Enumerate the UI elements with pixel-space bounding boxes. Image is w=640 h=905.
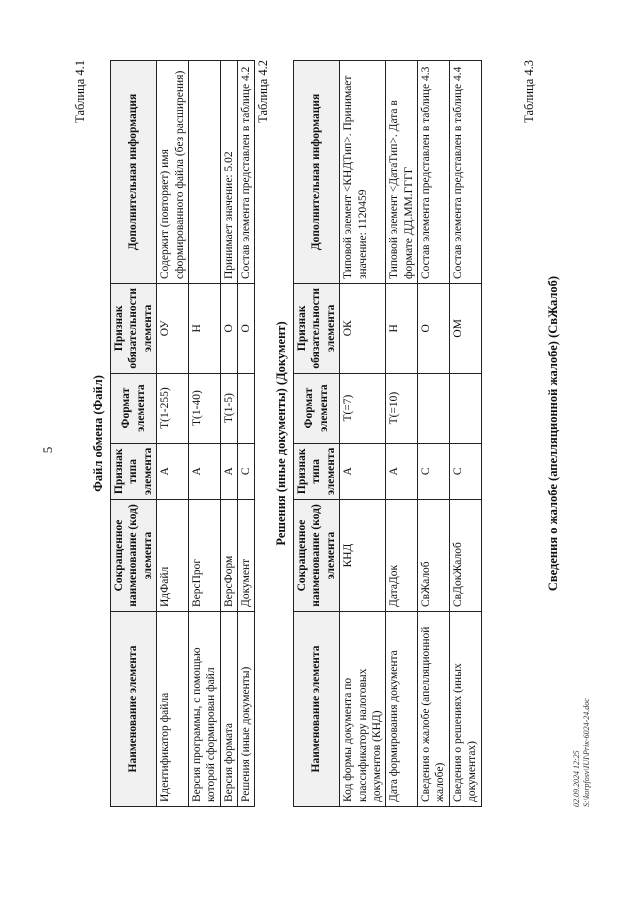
cell-name: Сведения о решениях (иных документах) [449,612,481,807]
cell-info: Типовой элемент <КНДТип>. Принимает значение: 1120459 [340,61,386,284]
cell-required: О [418,284,450,374]
header-type: Признак типа элемента [111,443,157,499]
cell-info: Состав элемента представлен в таблице 4.2 [238,61,255,284]
cell-code: ИдФайл [157,500,189,612]
table-4-1-caption: Таблица 4.1 [73,60,87,123]
cell-format: T(1-5) [220,373,237,443]
header-required: Признак обязательности элемента [111,284,157,374]
cell-name: Дата формирования документа [386,612,418,807]
header-code: Сокращенное наименование (код) элемента [294,500,340,612]
table-row [386,61,418,807]
table-header-row [111,61,157,807]
header-info: Дополнительная информация [111,61,157,284]
cell-code: КНД [340,500,386,612]
table-row [418,61,450,807]
table-4-2 [293,60,482,807]
header-format: Формат элемента [294,373,340,443]
table-row [157,61,189,807]
cell-name: Код формы документа по классификатору налоговых документов (КНД) [340,612,386,807]
cell-type: А [188,443,220,499]
page-number: 5 [40,446,55,454]
cell-info: Содержит (повторяет) имя сформированного файла (без расширения) [157,61,189,284]
table-4-2-caption: Таблица 4.2 [256,60,270,123]
cell-format: T(=7) [340,373,386,443]
header-code: Сокращенное наименование (код) элемента [111,500,157,612]
cell-required: ОМ [449,284,481,374]
header-name: Наименование элемента [294,612,340,807]
file-footer [572,698,591,807]
table-4-1-title: Файл обмена (Файл) [91,375,105,492]
cell-format: T(=10) [386,373,418,443]
table-row [220,61,237,807]
cell-name: Сведения о жалобе (апелляционной жалобе) [418,612,450,807]
header-type: Признак типа элемента [294,443,340,499]
cell-required: О [220,284,237,374]
table-4-1 [110,60,255,807]
cell-type: А [220,443,237,499]
table-4-3-title: Сведения о жалобе (апелляционной жалобе) (СвЖалоб) [546,275,560,592]
cell-type: А [386,443,418,499]
cell-required: О [238,284,255,374]
cell-name: Решения (иные документы) [238,612,255,807]
footer-path: S:\korpfosv\IUI\Priк-6024-24.doc [581,698,591,807]
cell-name: Версия программы, с помощью которой сформирован файл [188,612,220,807]
cell-format [238,373,255,443]
table-row [340,61,386,807]
table-row [238,61,255,807]
cell-type: С [238,443,255,499]
cell-type: С [449,443,481,499]
cell-type: С [418,443,450,499]
cell-required: ОУ [157,284,189,374]
cell-format: T(1-255) [157,373,189,443]
table-4-2-title: Решения (иные документы) (Документ) [274,321,288,546]
footer-date: 02.09.2024 12:25 [572,750,581,807]
cell-name: Версия формата [220,612,237,807]
cell-required: Н [386,284,418,374]
table-4-3-caption: Таблица 4.3 [522,60,536,123]
cell-type: А [340,443,386,499]
cell-type: А [157,443,189,499]
header-info: Дополнительная информация [294,61,340,284]
cell-code: ВерсФорм [220,500,237,612]
table-row [188,61,220,807]
cell-required: ОК [340,284,386,374]
header-name: Наименование элемента [111,612,157,807]
cell-info: Принимает значение: 5.02 [220,61,237,284]
cell-code: Документ [238,500,255,612]
cell-code: СвЖалоб [418,500,450,612]
table-header-row [294,61,340,807]
cell-info: Типовой элемент <ДатаТип>. Дата в формате ДД.ММ.ГГГГ [386,61,418,284]
cell-name: Идентификатор файла [157,612,189,807]
cell-info [188,61,220,284]
cell-format [418,373,450,443]
cell-code: ВерсПрог [188,500,220,612]
cell-info: Состав элемента представлен в таблице 4.4 [449,61,481,284]
cell-code: ДатаДок [386,500,418,612]
cell-code: СвДокЖалоб [449,500,481,612]
cell-format [449,373,481,443]
cell-required: Н [188,284,220,374]
header-required: Признак обязательности элемента [294,284,340,374]
cell-info: Состав элемента представлен в таблице 4.3 [418,61,450,284]
table-row [449,61,481,807]
header-format: Формат элемента [111,373,157,443]
cell-format: T(1-40) [188,373,220,443]
